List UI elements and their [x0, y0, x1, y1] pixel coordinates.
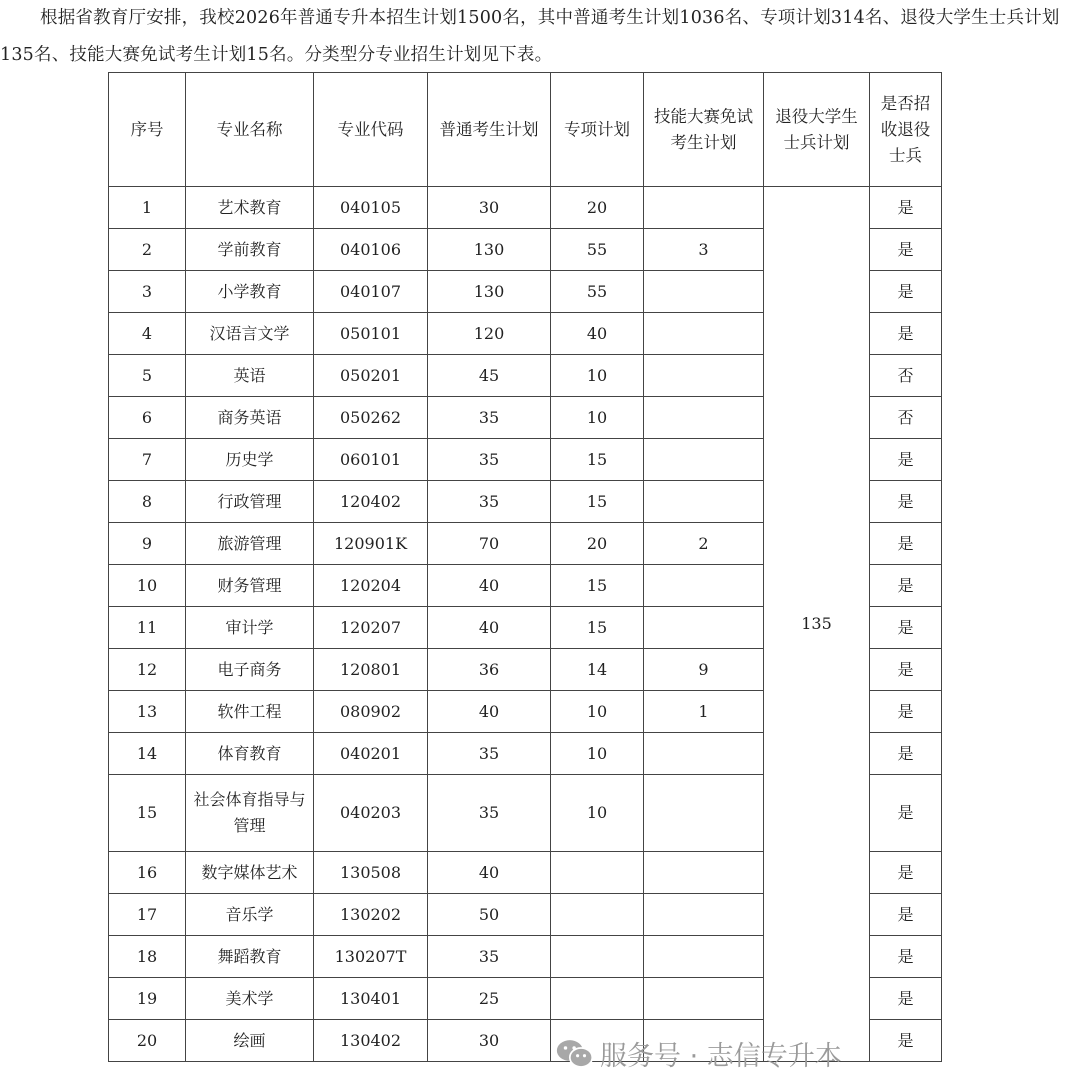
table-cell: 小学教育	[186, 271, 314, 313]
table-cell: 行政管理	[186, 481, 314, 523]
table-cell: 30	[428, 1020, 551, 1062]
table-cell: 14	[109, 733, 186, 775]
wechat-icon	[556, 1038, 594, 1070]
table-cell: 35	[428, 481, 551, 523]
table-cell: 是	[870, 978, 942, 1020]
table-cell	[644, 397, 764, 439]
table-cell: 130402	[314, 1020, 428, 1062]
watermark: 服务号 · 志信专升本	[556, 1034, 842, 1073]
table-cell: 130508	[314, 852, 428, 894]
table-cell	[644, 313, 764, 355]
column-header: 专业代码	[314, 73, 428, 187]
column-header: 普通考生计划	[428, 73, 551, 187]
table-cell: 汉语言文学	[186, 313, 314, 355]
table-cell: 9	[109, 523, 186, 565]
table-cell: 8	[109, 481, 186, 523]
table-cell: 40	[428, 852, 551, 894]
table-cell: 55	[551, 229, 644, 271]
table-cell: 1	[644, 691, 764, 733]
table-cell: 20	[551, 523, 644, 565]
table-cell: 是	[870, 313, 942, 355]
table-cell: 35	[428, 397, 551, 439]
table-cell: 15	[109, 775, 186, 852]
table-cell: 060101	[314, 439, 428, 481]
table-cell: 3	[644, 229, 764, 271]
table-cell: 130401	[314, 978, 428, 1020]
table-cell: 是	[870, 481, 942, 523]
table-cell: 社会体育指导与管理	[186, 775, 314, 852]
table-cell: 审计学	[186, 607, 314, 649]
table-cell: 是	[870, 936, 942, 978]
table-cell: 40	[428, 565, 551, 607]
table-cell: 绘画	[186, 1020, 314, 1062]
table-cell: 2	[109, 229, 186, 271]
table-cell: 是	[870, 775, 942, 852]
table-cell: 20	[551, 187, 644, 229]
table-cell: 19	[109, 978, 186, 1020]
table-cell: 16	[109, 852, 186, 894]
table-cell: 是	[870, 691, 942, 733]
table-cell	[644, 852, 764, 894]
table-cell: 否	[870, 397, 942, 439]
table-cell: 20	[109, 1020, 186, 1062]
table-cell	[644, 775, 764, 852]
table-cell	[644, 187, 764, 229]
table-cell: 040203	[314, 775, 428, 852]
table-cell: 10	[551, 397, 644, 439]
table-cell	[644, 894, 764, 936]
table-cell: 120402	[314, 481, 428, 523]
table-cell: 50	[428, 894, 551, 936]
table-cell: 是	[870, 523, 942, 565]
column-header: 技能大赛免试考生计划	[644, 73, 764, 187]
table-cell: 4	[109, 313, 186, 355]
table-cell: 数字媒体艺术	[186, 852, 314, 894]
table-cell	[644, 733, 764, 775]
column-header: 专项计划	[551, 73, 644, 187]
table-cell: 35	[428, 775, 551, 852]
table-cell	[644, 271, 764, 313]
table-cell: 30	[428, 187, 551, 229]
table-cell: 否	[870, 355, 942, 397]
table-cell: 130	[428, 271, 551, 313]
table-cell: 学前教育	[186, 229, 314, 271]
table-cell: 35	[428, 439, 551, 481]
table-row	[109, 187, 942, 229]
table-cell	[644, 607, 764, 649]
table-cell: 35	[428, 733, 551, 775]
table-cell: 音乐学	[186, 894, 314, 936]
table-cell: 050262	[314, 397, 428, 439]
table-cell	[644, 439, 764, 481]
table-cell: 55	[551, 271, 644, 313]
table-cell: 35	[428, 936, 551, 978]
table-header-row	[109, 73, 942, 187]
table-cell: 2	[644, 523, 764, 565]
table-cell: 130207T	[314, 936, 428, 978]
table-cell: 9	[644, 649, 764, 691]
table-cell: 电子商务	[186, 649, 314, 691]
table-cell: 是	[870, 852, 942, 894]
table-cell: 7	[109, 439, 186, 481]
table-cell: 120901K	[314, 523, 428, 565]
column-header: 是否招收退役士兵	[870, 73, 942, 187]
table-cell: 是	[870, 439, 942, 481]
table-cell: 是	[870, 187, 942, 229]
table-cell: 10	[551, 691, 644, 733]
table-cell	[551, 852, 644, 894]
table-cell	[644, 355, 764, 397]
table-cell	[644, 481, 764, 523]
table-cell: 美术学	[186, 978, 314, 1020]
column-header: 专业名称	[186, 73, 314, 187]
intro-paragraph: 根据省教育厅安排，我校2026年普通专升本招生计划1500名，其中普通考生计划1036名、专项计划314名、退役大学生士兵计划135名、技能大赛免试考生计划15名。分类型分专业招生计划见下表。	[0, 8, 1060, 65]
table-cell: 130202	[314, 894, 428, 936]
table-cell	[644, 936, 764, 978]
table-cell: 10	[551, 775, 644, 852]
table-cell: 财务管理	[186, 565, 314, 607]
column-header: 退役大学生士兵计划	[764, 73, 870, 187]
table-cell: 130	[428, 229, 551, 271]
table-cell: 英语	[186, 355, 314, 397]
table-cell: 050101	[314, 313, 428, 355]
table-cell: 5	[109, 355, 186, 397]
table-cell	[644, 565, 764, 607]
enrollment-plan-table	[108, 72, 942, 1062]
table-cell: 舞蹈教育	[186, 936, 314, 978]
table-cell: 040106	[314, 229, 428, 271]
table-cell	[551, 978, 644, 1020]
table-cell: 是	[870, 894, 942, 936]
table-cell: 10	[551, 733, 644, 775]
veteran-plan-total: 135	[764, 187, 870, 1062]
table-cell: 40	[551, 313, 644, 355]
column-header: 序号	[109, 73, 186, 187]
table-cell: 40	[428, 691, 551, 733]
table-cell: 是	[870, 607, 942, 649]
table-cell: 18	[109, 936, 186, 978]
table-cell: 15	[551, 439, 644, 481]
table-cell: 10	[109, 565, 186, 607]
table-cell: 14	[551, 649, 644, 691]
table-cell: 10	[551, 355, 644, 397]
table-cell: 70	[428, 523, 551, 565]
table-cell: 是	[870, 733, 942, 775]
table-cell: 36	[428, 649, 551, 691]
table-cell: 历史学	[186, 439, 314, 481]
table-cell: 25	[428, 978, 551, 1020]
table-cell: 是	[870, 271, 942, 313]
table-cell: 120207	[314, 607, 428, 649]
table-cell: 120	[428, 313, 551, 355]
table-cell: 是	[870, 1020, 942, 1062]
table-cell: 120204	[314, 565, 428, 607]
table-cell: 040105	[314, 187, 428, 229]
table-cell: 040201	[314, 733, 428, 775]
table-cell: 15	[551, 481, 644, 523]
table-cell	[551, 894, 644, 936]
table-cell	[644, 978, 764, 1020]
table-cell: 12	[109, 649, 186, 691]
table-cell: 15	[551, 565, 644, 607]
table-cell: 是	[870, 565, 942, 607]
table-cell: 13	[109, 691, 186, 733]
table-cell: 1	[109, 187, 186, 229]
table-cell: 6	[109, 397, 186, 439]
table-cell: 40	[428, 607, 551, 649]
table-cell: 120801	[314, 649, 428, 691]
table-cell: 商务英语	[186, 397, 314, 439]
table-cell: 艺术教育	[186, 187, 314, 229]
table-cell: 3	[109, 271, 186, 313]
table-cell	[551, 936, 644, 978]
table-cell: 是	[870, 229, 942, 271]
table-cell: 是	[870, 649, 942, 691]
table-cell: 17	[109, 894, 186, 936]
table-cell: 15	[551, 607, 644, 649]
table-cell: 45	[428, 355, 551, 397]
table-cell: 080902	[314, 691, 428, 733]
table-cell: 体育教育	[186, 733, 314, 775]
table-cell: 11	[109, 607, 186, 649]
table-cell: 旅游管理	[186, 523, 314, 565]
table-cell: 040107	[314, 271, 428, 313]
table-cell: 软件工程	[186, 691, 314, 733]
table-cell: 050201	[314, 355, 428, 397]
